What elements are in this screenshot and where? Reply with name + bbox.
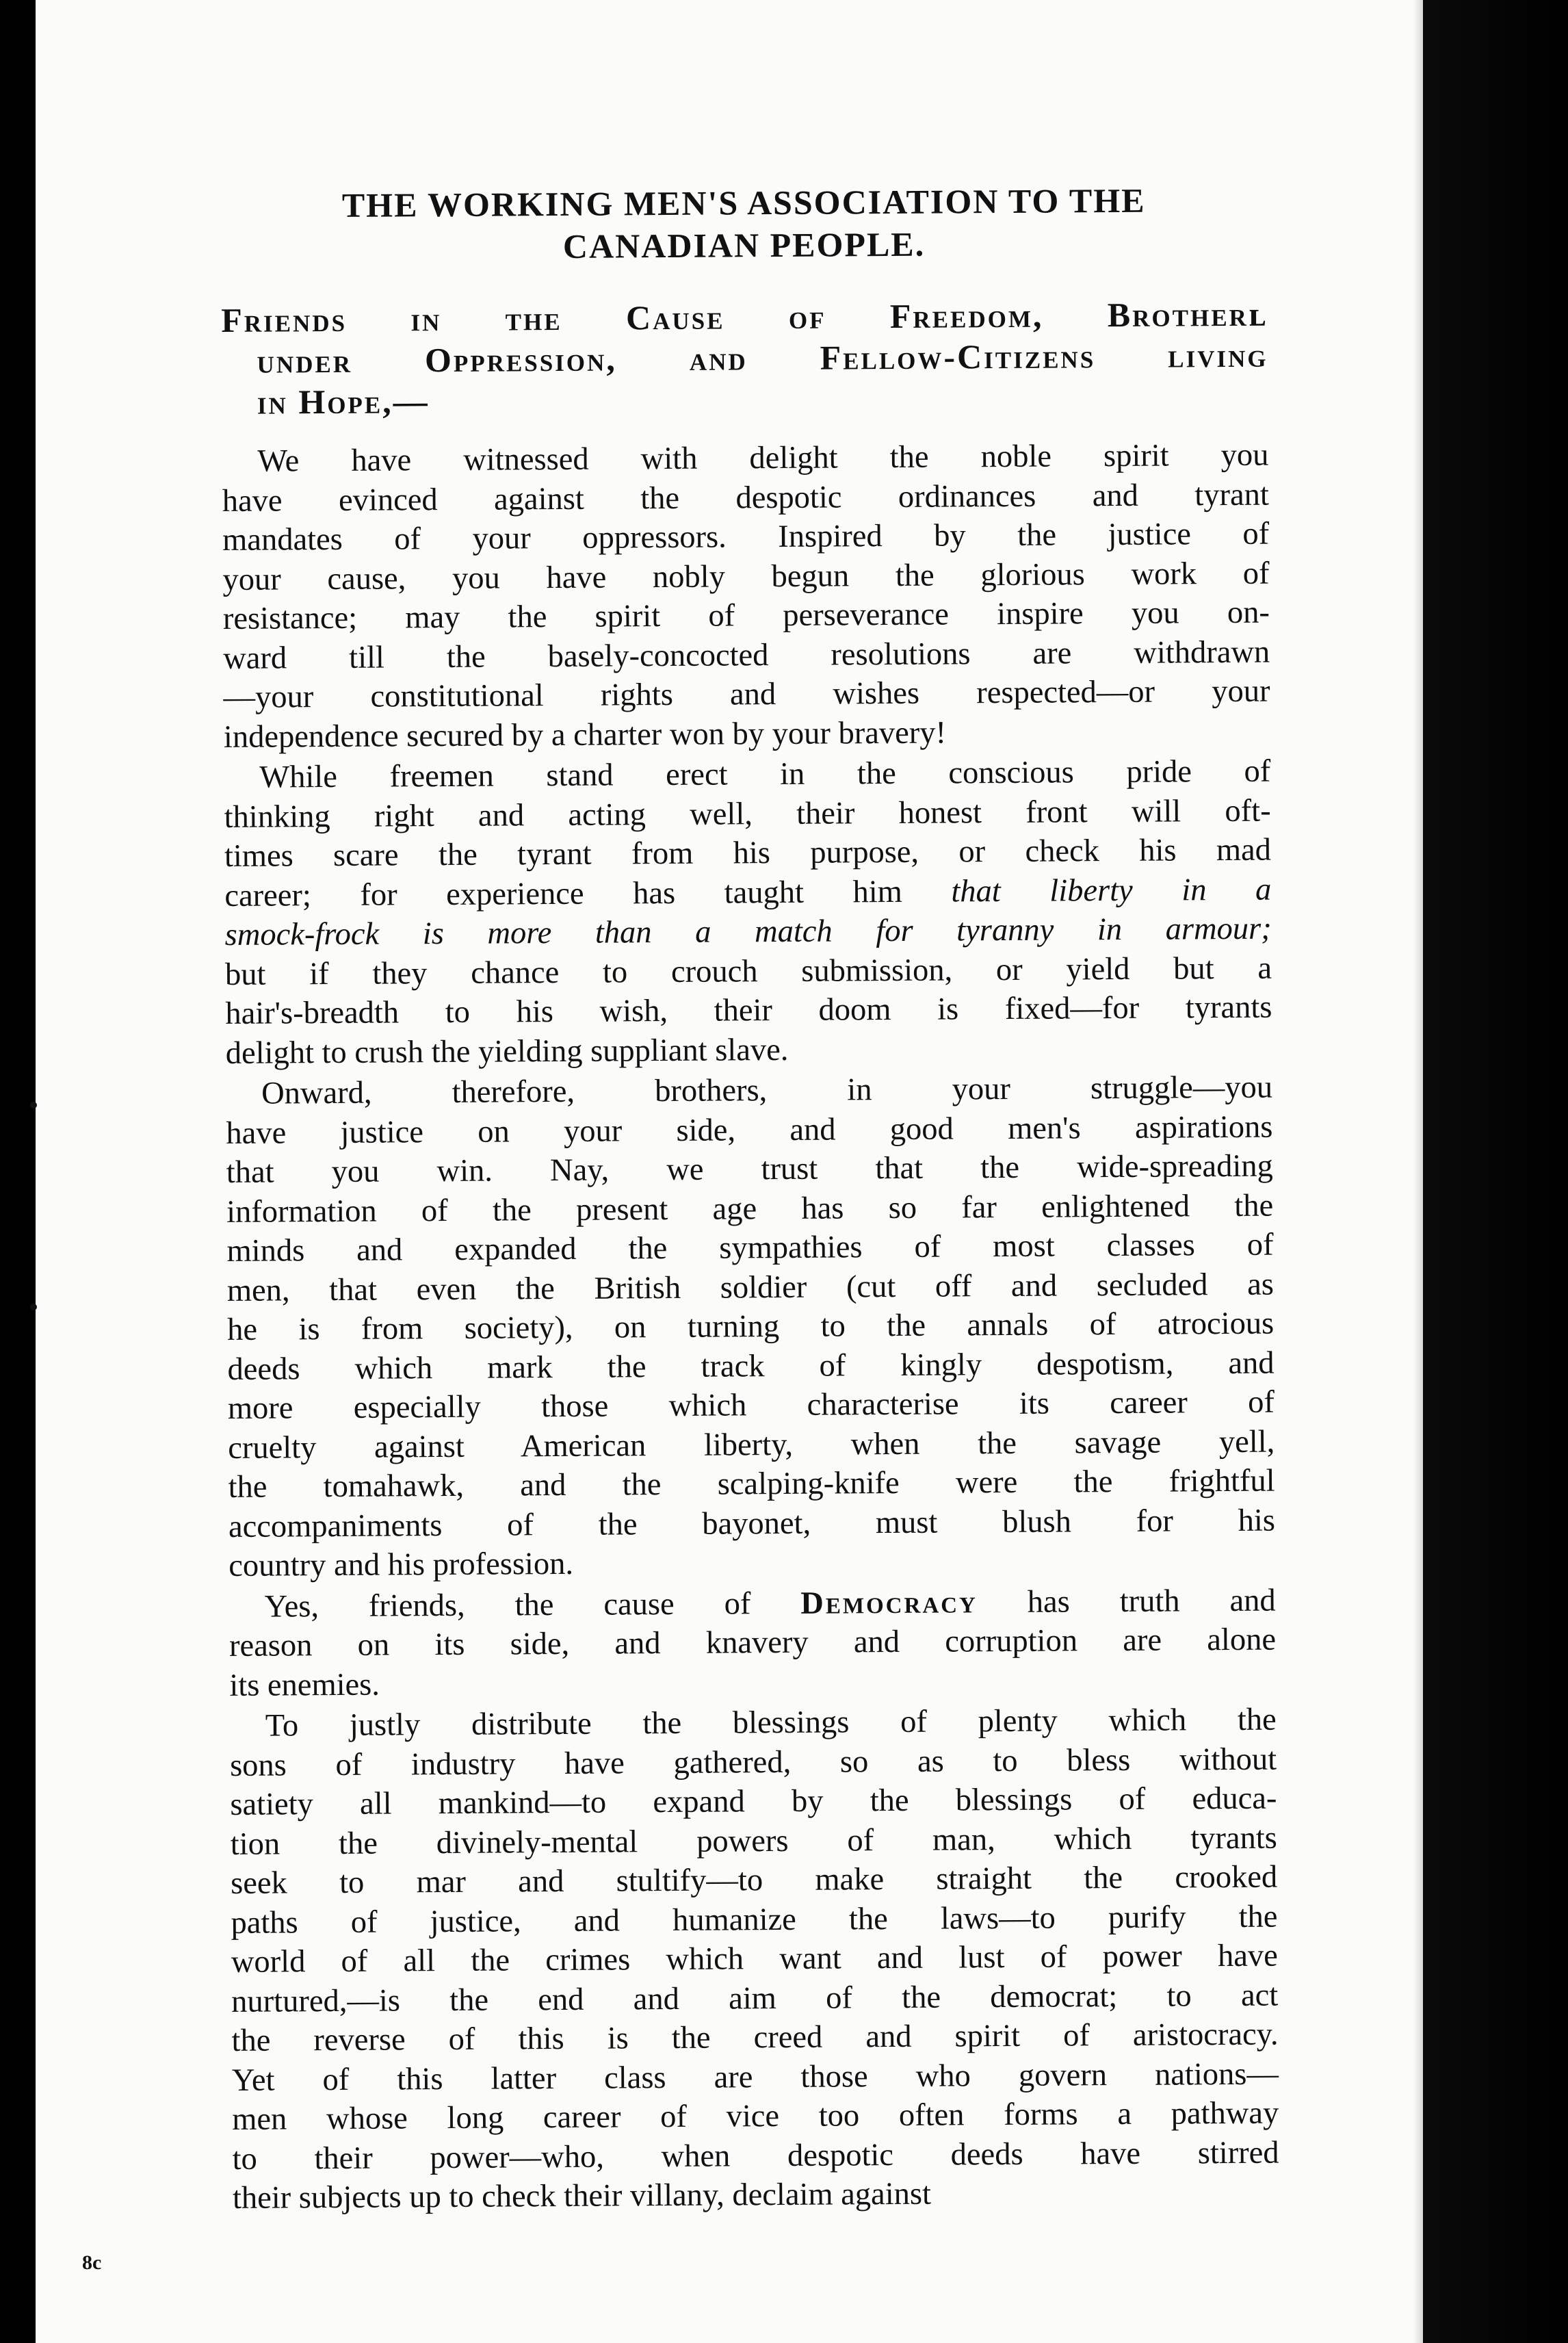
text-line: delight to crush the yielding suppliant slave. (225, 1032, 789, 1071)
text-line: minds and expanded the sympathies of most classes of (226, 1227, 1274, 1269)
document-page (36, 0, 1423, 2343)
paragraph (229, 1581, 1277, 1705)
text-line: have justice on your side, and good men's aspirations (226, 1109, 1273, 1151)
text-line: sons of industry have gathered, so as to bless without (229, 1742, 1277, 1783)
text-line: your cause, you have nobly begun the glorious work of (222, 556, 1270, 597)
article (220, 179, 1279, 2220)
salutation (221, 294, 1268, 423)
scan-border (1423, 0, 1568, 2343)
text-line: tion the divinely-mental powers of man, which tyrants (230, 1820, 1277, 1862)
text-line: career; for experience has taught him that liberty in a (224, 872, 1272, 914)
corner-mark: 8c (82, 2251, 102, 2274)
text-line: times scare the tyrant from his purpose, or check his mad (224, 832, 1272, 874)
title-line: THE WORKING MEN'S ASSOCIATION TO THE (341, 181, 1146, 224)
scan-speck (30, 1304, 37, 1310)
article-title (220, 179, 1268, 270)
text-line: more especially those which characterise its career of (227, 1384, 1275, 1426)
paragraph (226, 1068, 1276, 1586)
text-line: nurtured,—is the end and aim of the democrat; to act (231, 1978, 1279, 2019)
paragraph (224, 752, 1272, 1073)
text-line: —your constitutional rights and wishes respected—or your (223, 673, 1270, 715)
salutation-line: in Hope,— (257, 382, 430, 422)
text-line: paths of justice, and humanize the laws—to purify the (231, 1899, 1278, 1941)
text-line: independence secured by a charter won by your bravery! (223, 715, 947, 755)
text-line: he is from society), on turning to the annals of atrocious (227, 1306, 1275, 1347)
text-line: Yes, friends, the cause of Democracy has truth and (264, 1583, 1276, 1624)
text-line: resistance; may the spirit of perseverance inspire you on- (222, 595, 1270, 636)
salutation-line: under Oppression, and Fellow-Citizens living (257, 335, 1268, 380)
text-line: the tomahawk, and the scalping-knife were the frightful (228, 1463, 1275, 1505)
text-line: To justly distribute the blessings of plenty which the (265, 1702, 1277, 1744)
body-text (222, 436, 1279, 2218)
text-line: world of all the crimes which want and lust of power have (231, 1938, 1278, 1980)
text-line: cruelty against American liberty, when the savage yell, (228, 1424, 1275, 1466)
text-line: smock-frock is more than a match for tyranny in armour; (224, 911, 1272, 953)
text-line: Yet of this latter class are those who govern nations— (231, 2056, 1279, 2098)
text-line: mandates of your oppressors. Inspired by the justice of (222, 516, 1270, 558)
paragraph (230, 1700, 1280, 2218)
text-line: its enemies. (229, 1667, 380, 1703)
text-line: hair's-breadth to his wish, their doom is fixed—for tyrants (225, 989, 1272, 1031)
text-line: satiety all mankind—to expand by the blessings of educa- (230, 1781, 1277, 1822)
text-line: to their power—who, when despotic deeds have stirred (232, 2135, 1279, 2177)
text-line: We have witnessed with delight the noble spirit you (257, 437, 1269, 479)
text-line: but if they chance to crouch submission, or yield but a (224, 950, 1272, 992)
text-line: While freemen stand erect in the conscious pride of (259, 753, 1271, 795)
title-line: CANADIAN PEOPLE. (562, 224, 926, 266)
text-line: thinking right and acting well, their honest front will oft- (224, 793, 1271, 835)
salutation-line: Friends in the Cause of Freedom, Brotherʟ (221, 294, 1268, 339)
text-line: have evinced against the despotic ordinances and tyrant (222, 477, 1269, 519)
text-line: seek to mar and stultify—to make straight the crooked (231, 1859, 1278, 1901)
text-line: men whose long career of vice too often forms a pathway (232, 2095, 1279, 2137)
text-line: accompaniments of the bayonet, must blush for his (228, 1503, 1276, 1544)
text-line: the reverse of this is the creed and spirit of aristocracy. (231, 2017, 1279, 2058)
text-line: country and his profession. (228, 1546, 574, 1583)
text-line: that you win. Nay, we trust that the wide-spreading (226, 1148, 1273, 1190)
page-fold-edge (1413, 0, 1423, 2343)
text-line: men, that even the British soldier (cut off and secluded as (226, 1267, 1274, 1308)
text-line: Onward, therefore, brothers, in your struggle—you (261, 1070, 1273, 1111)
text-line: their subjects up to check their villany, declaim against (232, 2176, 932, 2216)
text-line: deeds which mark the track of kingly despotism, and (227, 1345, 1275, 1387)
scan-speck (30, 1102, 37, 1109)
paragraph (222, 436, 1270, 757)
text-line: reason on its side, and knavery and corruption are alone (228, 1622, 1277, 1664)
text-line: ward till the basely-concocted resolutions are withdrawn (223, 634, 1270, 676)
text-line: information of the present age has so far enlightened the (226, 1188, 1274, 1230)
